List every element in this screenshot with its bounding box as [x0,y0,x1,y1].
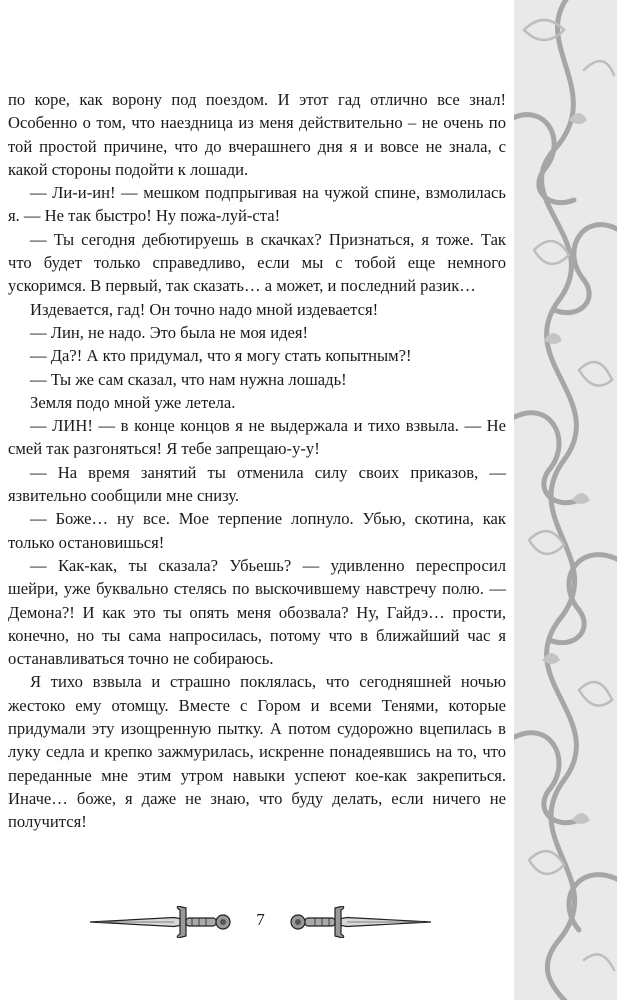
paragraph: — Ты сегодня дебютируешь в скачках? Признаться, я тоже. Так что будет только справедливо, если мы с тобой еще немного ускоримся. В первый, так сказать… а может, и последний разик… [8,229,506,296]
paragraph: — Лин, не надо. Это была не моя идея! [30,322,309,342]
paragraph: Издевается, гад! Он точно надо мной издевается! [30,299,379,319]
paragraph: Я тихо взвыла и страшно поклялась, что сегодняшней ночью жестоко ему отомщу. Вместе с Гором и всеми Тенями, которые придумали эту изощренную пытку. А потом судорожно вцепилась в луку седла и крепко зажмурилась, искренне понадеявшись на то, что переданные мне этим утром навыки успеют кое-как закрепиться. Иначе… боже, я даже не знаю, что буду делать, если ничего не получится! [8,672,506,832]
paragraph: — На время занятий ты отменила силу своих приказов, — язвительно сообщили мне снизу. [8,462,506,506]
body-text [8,88,506,834]
page-footer [88,898,428,946]
paragraph: Земля подо мной уже летела. [30,392,236,412]
paragraph: — Как-как, ты сказала? Убьешь? — удивленно переспросил шейри, уже буквально стелясь по выскочившему навстречу полю. — Демона?! И как это ты опять меня обозвала? Ну, Гайдэ… прости, конечно, но ты сама напросилась, потому что в ближайший час я останавливаться точно не собираюсь. [8,555,506,669]
paragraph: — Ли-и-ин! — мешком подпрыгивая на чужой спине, взмолилась я. — Не так быстро! Ну пожа-луй-ста! [8,183,506,226]
paragraph: — Боже… ну все. Мое терпение лопнуло. Убью, скотина, как только остановишься! [8,509,506,552]
floral-ornament-icon [514,0,617,1000]
paragraph: по коре, как ворону под поездом. И этот гад отлично все знал! Особенно о том, что наездница из меня действительно – не очень по той простой причине, что до вчерашнего дня я и вовсе не знала, с какой стороны подойти к лошади. [8,90,506,179]
paragraph: — ЛИН! — в конце концов я не выдержала и тихо взвыла. — Не смей так разгоняться! Я тебе запрещаю-у-у! [8,416,506,459]
sword-icon [283,906,433,938]
sword-icon [88,906,238,938]
paragraph: — Да?! А кто придумал, что я могу стать копытным?! [30,346,412,366]
ornamental-border [514,0,617,1000]
paragraph: — Ты же сам сказал, что нам нужна лошадь! [30,369,347,389]
page-number: 7 [256,910,265,929]
